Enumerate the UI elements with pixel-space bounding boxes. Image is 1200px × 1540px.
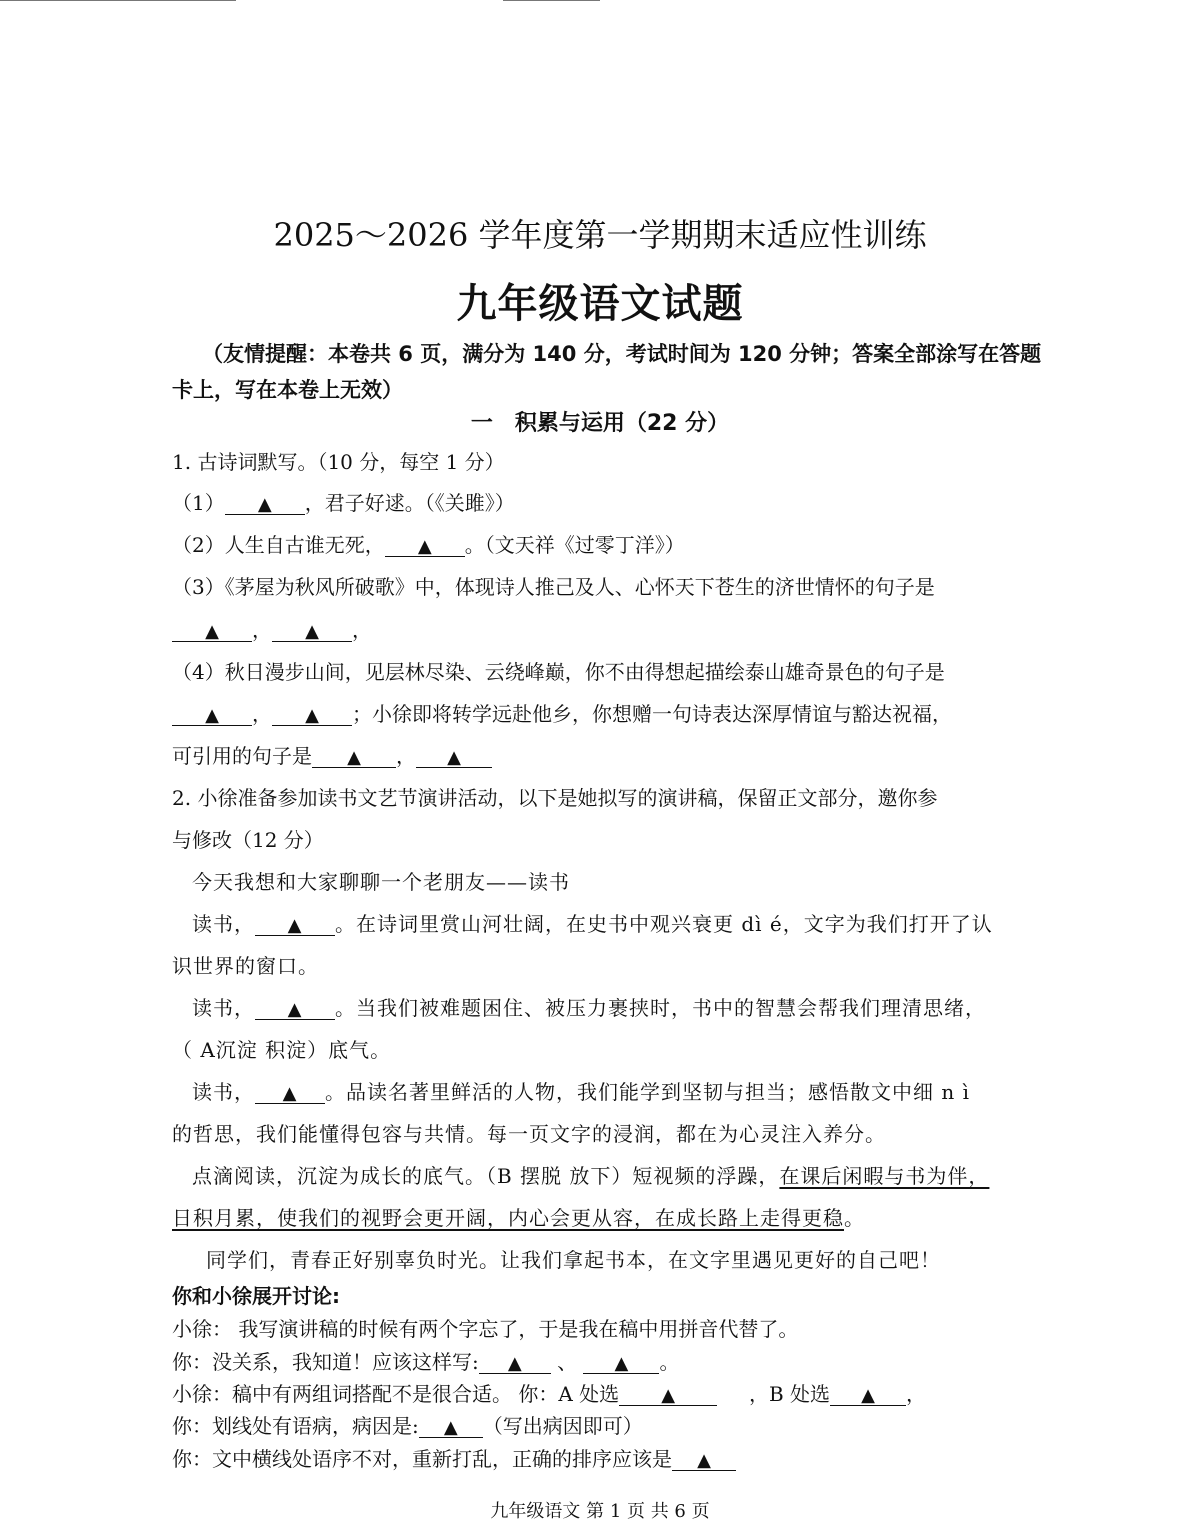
discussion-line-4: 你：划线处有语病，病因是: ▲ （写出病因即可） [172, 1414, 643, 1438]
underlined-sentence: 日积月累，使我们的视野会更开阔，内心会更从容，在成长路上走得更稳 [172, 1206, 844, 1230]
answer-blank[interactable]: ▲ [225, 493, 305, 515]
q1-item-3-answers: ▲ ， ▲ ， [172, 614, 372, 643]
q1-stem: 1. 古诗词默写。（10 分，每空 1 分） [172, 450, 505, 474]
speech-para-1: 读书， ▲ 。在诗词里赏山河壮阔，在史书中观兴衰更 dì é，文字为我们打开了认 [192, 912, 993, 936]
answer-blank[interactable]: ▲ [255, 1082, 325, 1104]
answer-blank[interactable]: ▲ [255, 914, 335, 936]
answer-blank[interactable]: ▲ [479, 1352, 551, 1374]
speech-para-4-cont: 日积月累，使我们的视野会更开阔，内心会更从容，在成长路上走得更稳。 [172, 1206, 865, 1230]
q1-item-1: （1） ▲ ，君子好逑。（《关雎》） [172, 491, 515, 515]
speech-para-2: 读书， ▲ 。当我们被难题困住、被压力裹挟时，书中的智慧会帮我们理清思绪， [192, 996, 986, 1020]
discussion-line-3: 小徐：稿中有两组词搭配不是很合适。 你：A 处选 ▲ ，B 处选 ▲ ， [172, 1382, 927, 1406]
answer-blank[interactable]: ▲ [255, 998, 335, 1020]
answer-blank[interactable]: ▲ [583, 1352, 659, 1374]
section-heading: 一 积累与运用（22 分） [470, 411, 730, 436]
discussion-line-1: 小徐： 我写演讲稿的时候有两个字忘了，于是我在稿中用拼音代替了。 [172, 1317, 799, 1341]
q1-item-2: （2）人生自古谁无死， ▲ 。（文天祥《过零丁洋》） [172, 533, 685, 557]
speech-para-1-cont: 识世界的窗口。 [172, 954, 319, 978]
q1-item-4: （4）秋日漫步山间，见层林尽染、云绕峰巅，你不由得想起描绘泰山雄奇景色的句子是 [172, 660, 945, 684]
page-footer: 九年级语文 第 1 页 共 6 页 [490, 1501, 710, 1522]
q2-stem-cont: 与修改（12 分） [172, 828, 324, 852]
exam-title: 九年级语文试题 [456, 280, 744, 327]
q1-item-4-cite: 可引用的句子是 ▲ ， ▲ [172, 740, 492, 769]
answer-blank[interactable]: ▲ [312, 746, 396, 768]
speech-opening: 今天我想和大家聊聊一个老朋友——读书 [192, 870, 570, 894]
speech-closing: 同学们，青春正好别辜负时光。让我们拿起书本，在文字里遇见更好的自己吧！ [206, 1248, 941, 1272]
exam-notice: （友情提醒：本卷共 6 页，满分为 140 分，考试时间为 120 分钟；答案全部涂写在答题卡上，写在本卷上无效） [172, 342, 1042, 402]
answer-blank[interactable]: ▲ [385, 535, 465, 557]
discussion-line-2: 你：没关系，我知道！应该这样写: ▲ 、 ▲ 。 [172, 1350, 680, 1374]
answer-blank[interactable]: ▲ [272, 620, 352, 642]
answer-blank[interactable]: ▲ [419, 1416, 483, 1438]
answer-blank[interactable]: ▲ [619, 1384, 717, 1406]
answer-blank[interactable]: ▲ [272, 704, 352, 726]
speech-para-3: 读书， ▲ 。品读名著里鲜活的人物，我们能学到坚韧与担当；感悟散文中细 n ì [192, 1080, 970, 1104]
underlined-sentence: 在课后闲暇与书为伴， [779, 1164, 990, 1188]
discussion-line-5: 你：文中横线处语序不对，重新打乱，正确的排序应该是 ▲ [172, 1443, 736, 1472]
answer-blank[interactable]: ▲ [172, 704, 252, 726]
discussion-heading: 你和小徐展开讨论: [172, 1284, 340, 1308]
q2-stem: 2. 小徐准备参加读书文艺节演讲活动，以下是她拟写的演讲稿，保留正文部分，邀你参 [172, 786, 938, 810]
speech-para-3-cont: 的哲思，我们能懂得包容与共情。每一页文字的浸润，都在为心灵注入养分。 [172, 1122, 886, 1146]
q1-item-4-answers: ▲ ， ▲ ；小徐即将转学远赴他乡，你想赠一句诗表达深厚情谊与豁达祝福， [172, 698, 952, 727]
answer-blank[interactable]: ▲ [830, 1384, 906, 1406]
speech-para-2-cont: （ A沉淀 积淀）底气。 [172, 1038, 392, 1062]
exam-subtitle: 2025～2026 学年度第一学期期末适应性训练 [273, 216, 927, 254]
answer-blank[interactable]: ▲ [672, 1449, 736, 1471]
answer-blank[interactable]: ▲ [172, 620, 252, 642]
speech-para-4: 点滴阅读，沉淀为成长的底气。（B 摆脱 放下）短视频的浮躁，在课后闲暇与书为伴， [192, 1164, 990, 1188]
answer-blank[interactable]: ▲ [416, 746, 492, 768]
q1-item-3: （3）《茅屋为秋风所破歌》中，体现诗人推己及人、心怀天下苍生的济世情怀的句子是 [172, 575, 935, 599]
